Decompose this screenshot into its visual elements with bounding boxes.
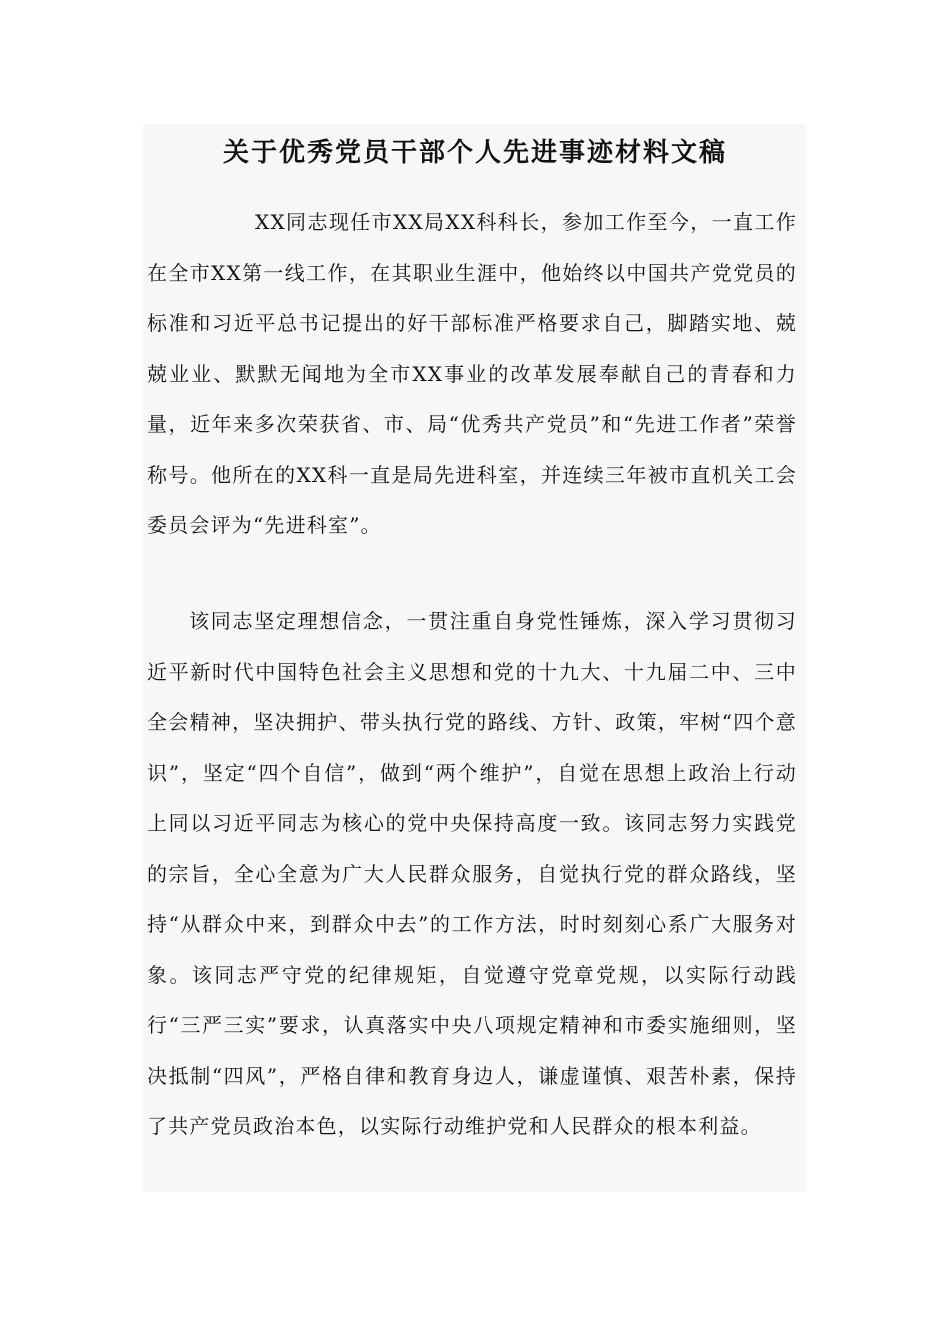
paragraph-2: 该同志坚定理想信念，一贯注重自身党性锤炼，深入学习贯彻习近平新时代中国特色社会主义思想和党的十九大、十九届二中、三中全会精神，坚决拥护、带头执行党的路线、方针、政策，牢树“四个意识”，坚定“四个自信”，做到“两个维护”，自觉在思想上政治上行动上同以习近平同志为核心的党中央保持高度一致。该同志努力实践党的宗旨，全心全意为广大人民群众服务，自觉执行党的群众路线，坚持“从群众中来，到群众中去”的工作方法，时时刻刻心系广大服务对象。该同志严守党的纪律规矩，自觉遵守党章党规，以实际行动践行“三严三实”要求，认真落实中央八项规定精神和市委实施细则，坚决抵制“四风”，严格自律和教育身边人，谦虚谨慎、艰苦朴素，保持了共产党员政治本色，以实际行动维护党和人民群众的根本利益。 [147, 609, 797, 1138]
document-title: 关于优秀党员干部个人先进事迹材料文稿 [222, 138, 727, 168]
paragraph-1: XX同志现任市XX局XX科科长，参加工作至今，一直工作在全市XX第一线工作，在其职业生涯中，他始终以中国共产党党员的标准和习近平总书记提出的好干部标准严格要求自己，脚踏实地、兢兢业业、默默无闻地为全市XX事业的改革发展奉献自己的青春和力量，近年来多次荣获省、市、局“优秀共产党员”和“先进工作者”荣誉称号。他所在的XX科一直是局先进科室，并连续三年被市直机关工会委员会评为“先进科室”。 [147, 210, 797, 537]
